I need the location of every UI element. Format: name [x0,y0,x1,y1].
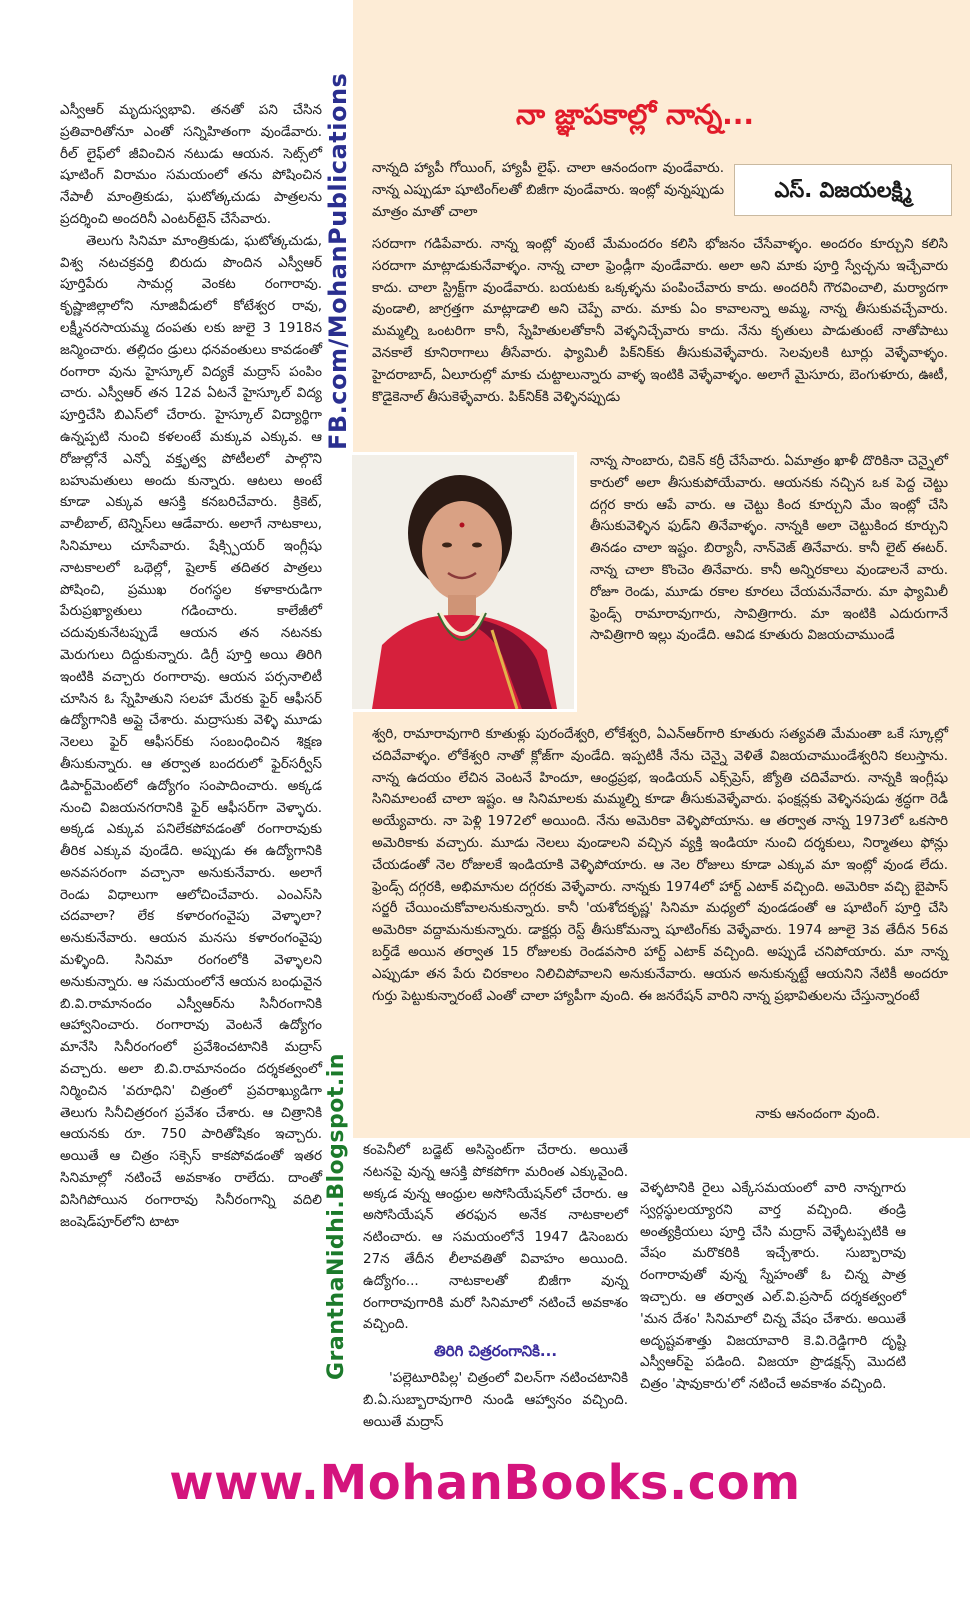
facebook-watermark: FB.com/MohanPublications [324,72,352,450]
main-text-intro: నాన్నది హ్యాపీ గోయింగ్, హ్యాపీ లైఫ్. చాలా ఆనందంగా వుండేవారు. నాన్న ఎప్పుడూ షూటింగ్‌లతో బిజీగా వుండేవారు. ఇంట్లో వున్నప్పుడు మాత్రం మాతో చాలా [372,160,724,220]
bottom-middle-column [363,1140,628,1434]
blog-watermark: GranthaNidhi.Blogspot.in [324,1053,349,1380]
main-text-narrow: నాన్న సాంబారు, చికెన్ కర్రీ చేసేవారు. ఏమాత్రం ఖాళీ దొరికినా చెన్నైలో కారులో అలా తీసుకుపోయేవారు. ఆయనకు నచ్చిన ఒక పెద్ద చెట్టు దగ్గర కారు ఆపే వారు. ఆ చెట్టు కింద కూర్చుని మేం ఇంట్లో చేసి తీసుకువెళ్ళిన ఫుడ్‌ని తినేవాళ్ళం. నాన్నకి అలా చెట్టుకింద కూర్చుని తినడం చాలా ఇష్టం. బిర్యానీ, నాన్‌వెజ్ తినేవారు. కానీ లైట్ ఈటర్. నాన్న చాలా కొంచెం తినేవారు. కానీ అన్నిరకాలు వుండాలనే వారు. రోజూ రెండు, మూడు రకాల కూరలు చేయమనేవారు. మా ఫ్యామిలీ ఫ్రెండ్స్ రామారావుగారు, సావిత్రిగారు. మా ఇంటికి ఎదురుగానే సావిత్రిగారి ఇల్లు వుండేది. ఆవిడ కూతురు విజయచాముండే [590,453,948,644]
main-text-continued: శ్వరి, రామారావుగారి కూతుళ్లు పురందేశ్వరి, లోకేశ్వరి, ఏఎన్‌ఆర్‌గారి కూతురు సత్యవతి మేమంతా ఒకే స్కూల్లో చదివేవాళ్ళం. లోకేశ్వరి నాతో క్లోజ్‌గా వుండేది. ఇప్పటికీ నేను చెన్నై వెళితే విజయచాముండేశ్వరిని కలుస్తాను. నాన్న ఉదయం లేచిన వెంటనే హిందూ, ఆంధ్రప్రభ, ఇండియన్ ఎక్స్‌ప్రెస్, జ్యోతి చదివేవారు. నాన్నకి ఇంగ్లీషు సినిమాలంటే చాలా ఇష్టం. ఆ సినిమాలకు మమ్మల్ని కూడా తీసుకువెళ్ళేవారు. ఫంక్షన్లకు వెళ్ళినపుడు శ్రద్ధగా రెడీ అయ్యేవారు. నా పెళ్లి 1972లో అయింది. నేను అమెరికా వెళ్ళిపోయాను. ఆ తర్వాత నాన్న 1973లో ఒకసారి అమెరికాకు వచ్చారు. మూడు నెలలు వుండాలని వచ్చిన వ్యక్తి ఇండియా నుంచి దర్శకులు, నిర్మాతలు ఫోన్లు చేయడంతో నెల రోజులకే ఇండియాకి వెళ్ళిపోయారు. ఆ నెల రోజులు కూడా ఎక్కువ మా ఇంట్లో వుండ లేదు. ఫ్రెండ్స్ దగ్గరకి, అభిమానుల దగ్గరకు వెళ్ళేవారు. నాన్నకు 1974లో హార్ట్ ఎటాక్ వచ్చింది. అమెరికా వచ్చి బైపాస్ సర్జరీ చేయించుకోవాలనుకున్నారు. కానీ 'యశోదకృష్ణ' సినిమా మధ్యలో వుండడంతో ఆ షూటింగ్ పూర్తి చేసి అమెరికా వద్దామనుకున్నారు. డాక్టర్లు రెస్ట్ తీసుకోమన్నా షూటింగ్‌కు వెళ్ళేవారు. 1974 జూలై 3వ తేదీన 56వ బర్త్‌డే అయిన తర్వాత 15 రోజులకు రెండవసారి హార్ట్ ఎటాక్ వచ్చింది. అప్పుడే చనిపోయారు. మా నాన్న ఎప్పుడూ తన పేరు చిరకాలం నిలిచిపోవాలని అనుకునేవారు. ఆయన అనుకున్నట్టే ఆయనిని నేటికీ అందరూ గుర్తు పెట్టుకున్నారంటే ఎంతో చాలా హ్యాపీగా వుంది. ఈ జనరేషన్ వారిని నాన్న ప్రభావితులను చేస్తున్నారంటే [372,726,948,1004]
bottom-middle-paragraph: కంపెనీలో బడ్జెట్ అసిస్టెంట్‌గా చేరారు. అయితే నటనపై వున్న ఆసక్తి పోకపోగా మరింత ఎక్కువైంది. అక్కడ వున్న ఆంధ్రుల అసోసియేషన్‌లో చేరారు. ఆ అసోసియేషన్ తరఫున అనేక నాటకాలలో నటించారు. ఆ సమయంలోనే 1947 డిసెంబరు 27న తేదీన లీలావతితో వివాహం అయింది. ఉద్యోగం... నాటకాలతో బిజీగా వున్న రంగారావుగారికి మరో సినిమాలో నటించే అవకాశం వచ్చింది. [363,1142,628,1333]
left-column-article [60,100,322,1233]
footer-website: www.MohanBooks.com [169,1455,801,1511]
bottom-right-column [640,1178,906,1396]
author-portrait [349,452,577,712]
left-column-paragraph: తెలుగు సినిమా మాంత్రికుడు, ఘటోత్కచుడు, విశ్వ నటచక్రవర్తి బిరుదు పొందిన ఎస్వీఆర్ పూర్తిపేరు సామర్ల వెంకట రంగారావు. కృష్ణాజిల్లాలోని నూజివీడులో కోటేశ్వర రావు, లక్ష్మీనరసాయమ్మ దంపతు లకు జులై 3 1918న జన్మించారు. తల్లిదం డ్రులు ధనవంతులు కావడంతో రంగారా వును హైస్కూల్ విద్యకే మద్రాస్ పంపిం చారు. ఎస్వీఆర్ తన 12వ ఏటనే హైస్కూల్ విద్య పూర్తిచేసి బిఎస్‌లో చేరారు. హైస్కూల్ విద్యార్థిగా ఉన్నప్పటి నుంచి కళలంటే మక్కువ ఎక్కువ. ఆ రోజుల్లోనే ఎన్నో వక్తృత్వ పోటీలలో పాల్గొని బహుమతులు అందు కున్నారు. ఆటలు అంటే కూడా ఎక్కువ ఆసక్తి కనబరిచేవారు. క్రికెట్, వాలీబాల్, టెన్నిస్‌లు ఆడేవారు. అలాగే నాటకాలు, సినిమాలు చూసేవారు. షేక్స్పియర్ ఇంగ్లీషు నాటకాలలో ఒథెల్లో, షైలాక్ తదితర పాత్రలు పోషించి, ప్రముఖ రంగస్థల కళాకారుడిగా పేరుప్రఖ్యాతులు గడించారు. కాలేజీలో చదువుకునేటప్పుడే ఆయన తన నటనకు మెరుగులు దిద్దుకున్నారు. డిగ్రీ పూర్తి అయి తిరిగి ఇంటికి వచ్చారు రంగారావు. ఆయన పర్సనాలిటీ చూసిన ఓ స్నేహితుని సలహా మేరకు ఫైర్ ఆఫీసర్ ఉద్యోగానికి అప్లై చేశారు. మద్రాసుకు వెళ్ళి మూడు నెలలు ఫైర్ ఆఫీసర్‌కు సంబంధించిన శిక్షణ తీసుకున్నారు. ఆ తర్వాత బందరులో ఫైర్‌సర్వీస్ డిపార్ట్‌మెంట్‌లో ఉద్యోగం సంపాదించారు. అక్కడ నుంచి విజయనగరానికి ఫైర్ ఆఫీసర్‌గా వెళ్ళారు. అక్కడ ఎక్కువ పనిలేకపోవడంతో రంగారావుకు తీరిక ఎక్కువ వుండేది. అప్పుడు ఈ ఉద్యోగానికి అనవసరంగా వచ్చానా అనుకునేవారు. అలాగే రెండు విధాలుగా ఆలోచించేవారు. ఎంఎస్‌సి చదవాలా? లేక కళారంగంవైపు వెళ్ళాలా? అనుకునేవారు. ఆయన మనసు కళారంగంవైపు మళ్ళింది. సినిమా రంగంలోకి వెళ్ళాలని అనుకున్నారు. ఆ సమయంలోనే ఆయన బంధువైన బి.వి.రామానందం ఎస్వీఆర్‌ను సినీరంగానికి ఆహ్వానించారు. రంగారావు వెంటనే ఉద్యోగం మానేసి సినీరంగంలో ప్రవేశించటానికి మద్రాస్ వచ్చారు. అలా బి.వి.రామానందం దర్శకత్వంలో నిర్మించిన 'వరూధిని' చిత్రంలో ప్రవరాఖ్యుడిగా తెలుగు సినీచిత్రరంగ ప్రవేశం చేశారు. ఆ చిత్రానికి ఆయనకు రూ. 750 పారితోషికం ఇచ్చారు. అయితే ఆ చిత్రం సక్సెస్ కాకపోవడంతో ఇతర సినిమాల్లో నటించే అవకాశం రాలేదు. దాంతో విసిగిపోయిన రంగారావు సినీరంగాన్ని వదిలి జంషెడ్‌పూర్‌లోని టాటా [60,232,322,1230]
portrait-illustration [352,455,574,709]
bottom-middle-paragraph: 'పల్లెటూరిపిల్ల' చిత్రంలో విలన్‌గా నటించటానికి బి.ఏ.సుబ్బారావుగారి నుండి ఆహ్వానం వచ్చింది. అయితే మద్రాస్ [363,1370,628,1430]
left-column-paragraph: ఎస్వీఆర్ మృదుస్వభావి. తనతో పని చేసిన ప్రతివారితోనూ ఎంతో సన్నిహితంగా వుండేవారు. రీల్ లైఫ్‌లో జీవించిన నటుడు ఆయన. సెట్స్‌లో షూటింగ్ విరామం సమయంలో తను పోషించిన నేపాలీ మాంత్రికుడు, ఘటోత్కచుడు పాత్రలను ప్రదర్శించి అందరినీ ఎంటర్‌టైన్ చేసేవారు. [60,102,322,227]
article-title: నా జ్ఞాపకాల్లో నాన్న... [515,98,755,131]
main-text-wide: సరదాగా గడిపేవారు. నాన్న ఇంట్లో వుంటే మేమందరం కలిసి భోజనం చేసేవాళ్ళం. అందరం కూర్చుని కలిసి సరదాగా మాట్లాడుకునేవాళ్ళం. నాన్న చాలా ఫ్రెండ్లీగా వుండేవారు. అలా అని మాకు పూర్తి స్వేచ్ఛను ఇచ్చేవారు కాదు. చాలా స్ట్రిక్ట్‌గా వుండేవారు. బయటకు ఒక్కళ్ళను పంపించేవారు కాదు. అందరినీ గౌరవించాలి, మర్యాదగా వుండాలి, జాగ్రత్తగా మాట్లాడాలి అని చెప్పే వారు. మాకు ఏం కావాలన్నా అమ్మ, నాన్న తీసుకువచ్చేవారు. మమ్మల్ని ఒంటరిగా కానీ, స్నేహితులతోకానీ వెళ్ళనిచ్చేవారు కాదు. నేను కృతులు పాడుతుంటే నాతోపాటు వెనకాలే కూనిరాగాలు తీసేవారు. ఫ్యామిలీ పిక్‌నిక్‌కు తీసుకువెళ్ళేవారు. సెలవులకి టూర్లు వెళ్ళేవాళ్ళం. హైదరాబాద్, ఏలూరుల్లో మాకు చుట్టాలున్నారు వాళ్ళ ఇంటికి వెళ్ళేవాళ్ళం. అలాగే మైసూరు, బెంగుళూరు, ఊటీ, కొడైకెనాల్ తీసుకెళ్ళేవారు. పిక్‌నిక్‌కి వెళ్ళినప్పుడు [372,236,948,405]
bottom-right-paragraph: వెళ్ళటానికి రైలు ఎక్కేసమయంలో వారి నాన్నగారు స్వర్గస్థులయ్యారని వార్త వచ్చింది. తండ్రి అంత్యక్రియలు పూర్తి చేసి మద్రాస్ వెళ్ళేటప్పటికి ఆ వేషం మరొకరికి ఇచ్చేశారు. సుబ్బారావు రంగారావుతో వున్న స్నేహంతో ఓ చిన్న పాత్ర ఇచ్చారు. ఆ తర్వాత ఎల్.వి.ప్రసాద్ దర్శకత్వంలో 'మన దేశం' సినిమాలో చిన్న వేషం చేశారు. అయితే అదృష్టవశాత్తు విజయావారి కె.వి.రెడ్డిగారి దృష్టి ఎస్వీఆర్‌పై పడింది. విజయా ప్రొడక్షన్స్ మొదటి చిత్రం 'షావుకారు'లో నటించే అవకాశం వచ్చింది. [640,1180,906,1393]
main-text-closing: నాకు ఆనందంగా వుంది. [755,1106,880,1122]
author-byline: ఎస్. విజయలక్ష్మి [734,164,952,216]
section-heading: తిరిగి చిత్రరంగానికి... [433,1342,558,1361]
